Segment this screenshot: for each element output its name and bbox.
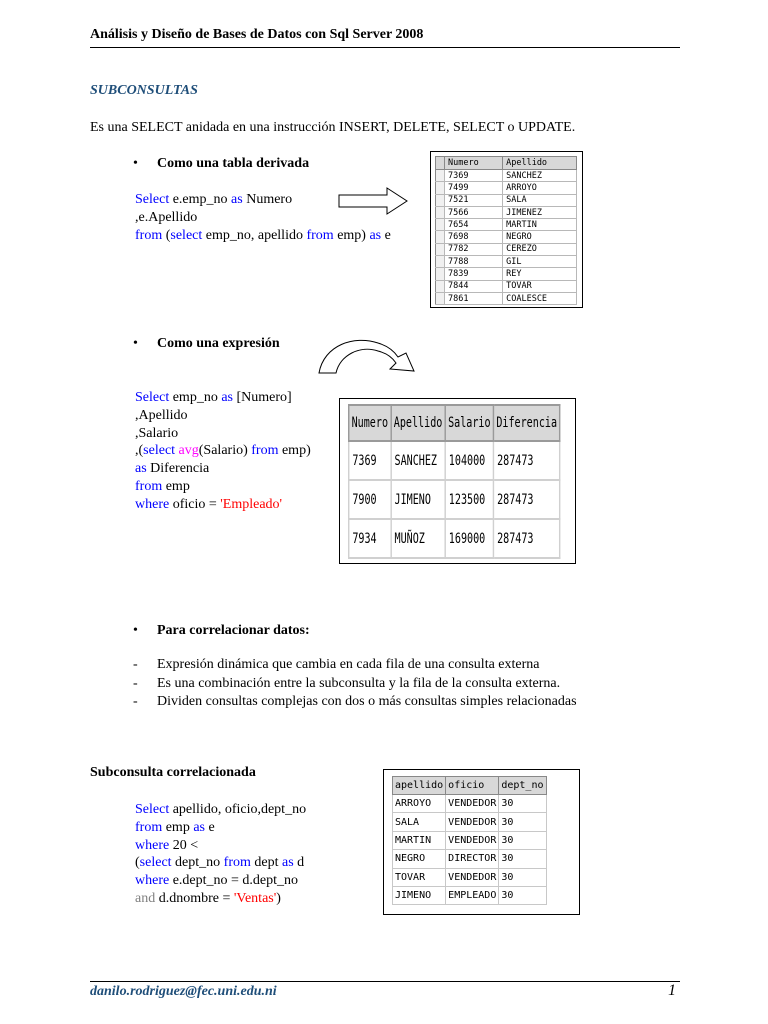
bullet-label: Como una tabla derivada (157, 156, 310, 171)
footer-rule (90, 981, 680, 982)
result-table-derivada (430, 151, 583, 308)
bullet-label: Como una expresión (157, 336, 280, 351)
code-block-expresion (135, 389, 311, 514)
table-row: 7844 TOVAR (436, 280, 577, 292)
code-line: Select e.emp_no as Numero (135, 192, 293, 207)
table-header-row (393, 777, 547, 795)
bullet-tabla-derivada (133, 156, 309, 172)
table-row: SALA VENDEDOR 30 (393, 813, 547, 831)
bullet-dot: • (133, 336, 138, 351)
table-row: 7839 REY (436, 268, 577, 280)
code-line: where e.dept_no = d.dept_no (135, 873, 299, 889)
result-table-expresion (339, 398, 576, 564)
code-line: from emp as e (135, 819, 215, 835)
table-row: 7698 NEGRO (436, 231, 577, 243)
code-line: ,(select avg(Salario) from emp) (135, 443, 311, 459)
table-row: 7934 MUÑOZ 169000 287473 (349, 519, 560, 558)
table-row: MARTIN VENDEDOR 30 (393, 831, 547, 849)
table-row: 7566 JIMENEZ (436, 206, 577, 218)
result-table-correlacionada (383, 769, 580, 915)
table-row: 7782 CEREZO (436, 243, 577, 255)
list-item: - Es una combinación entre la subconsulta y la fila de la consulta externa. (133, 676, 561, 691)
section-title: SUBCONSULTAS (90, 83, 198, 98)
subheading: Subconsulta correlacionada (90, 765, 256, 780)
bullet-dot: • (133, 623, 138, 638)
bullet-label: Para correlacionar datos: (157, 623, 310, 638)
column-header: Apellido (503, 157, 577, 170)
code-line: and d.dnombre = 'Ventas') (135, 890, 281, 906)
column-header: Diferencia (493, 405, 559, 441)
code-line: where oficio = 'Empleado' (135, 496, 283, 512)
table-row: TOVAR VENDEDOR 30 (393, 868, 547, 886)
column-header: oficio (446, 777, 499, 795)
intro-paragraph: Es una SELECT anidada en una instrucción INSERT, DELETE, SELECT o UPDATE. (90, 120, 576, 135)
column-header: dept_no (499, 777, 546, 795)
code-line: where 20 < (135, 837, 199, 853)
bullet-correlacionar (133, 623, 310, 639)
column-header: Numero (349, 405, 391, 441)
column-header: Numero (445, 157, 503, 170)
table-row: NEGRO DIRECTOR 30 (393, 850, 547, 868)
table-header-row (349, 405, 560, 441)
table-header-row (436, 157, 577, 170)
list-item: - Expresión dinámica que cambia en cada fila de una consulta externa (133, 657, 540, 672)
code-line: from emp (135, 478, 190, 494)
table-row: 7369 SANCHEZ (436, 170, 577, 182)
table-row: 7861 COALESCE (436, 292, 577, 304)
bullet-expresion (133, 336, 280, 352)
table-row: ARROYO VENDEDOR 30 (393, 795, 547, 813)
page-number: 1 (668, 982, 676, 999)
table-row: JIMENO EMPLEADO 30 (393, 886, 547, 904)
table-row: 7521 SALA (436, 194, 577, 206)
code-line: Select apellido, oficio,dept_no (135, 802, 307, 817)
code-line: ,e.Apellido (135, 209, 198, 225)
document-header-title: Análisis y Diseño de Bases de Datos con Sql Server 2008 (90, 27, 424, 42)
footer-email: danilo.rodriguez@fec.uni.edu.ni (90, 984, 277, 999)
column-header: Apellido (391, 405, 445, 441)
code-line: (select dept_no from dept as d (135, 855, 305, 871)
table-row: 7499 ARROYO (436, 182, 577, 194)
code-line: Select emp_no as [Numero] (135, 390, 292, 405)
table-row: 7654 MARTIN (436, 219, 577, 231)
curved-arrow-icon (316, 333, 418, 375)
code-line: from (select emp_no, apellido from emp) as e (135, 227, 391, 243)
code-line: ,Apellido (135, 407, 188, 423)
arrow-right-icon (337, 186, 409, 216)
list-item: - Dividen consultas complejas con dos o más consultas simples relacionadas (133, 694, 577, 709)
code-block-correlacionada (135, 801, 306, 908)
column-header: Salario (445, 405, 493, 441)
bullet-dot: • (133, 156, 138, 171)
code-line: ,Salario (135, 425, 179, 441)
table-row: 7369 SANCHEZ 104000 287473 (349, 441, 560, 480)
table-row: 7900 JIMENO 123500 287473 (349, 480, 560, 519)
column-header: apellido (393, 777, 446, 795)
code-line: as Diferencia (135, 461, 210, 477)
table-row: 7788 GIL (436, 256, 577, 268)
header-rule (90, 47, 680, 48)
